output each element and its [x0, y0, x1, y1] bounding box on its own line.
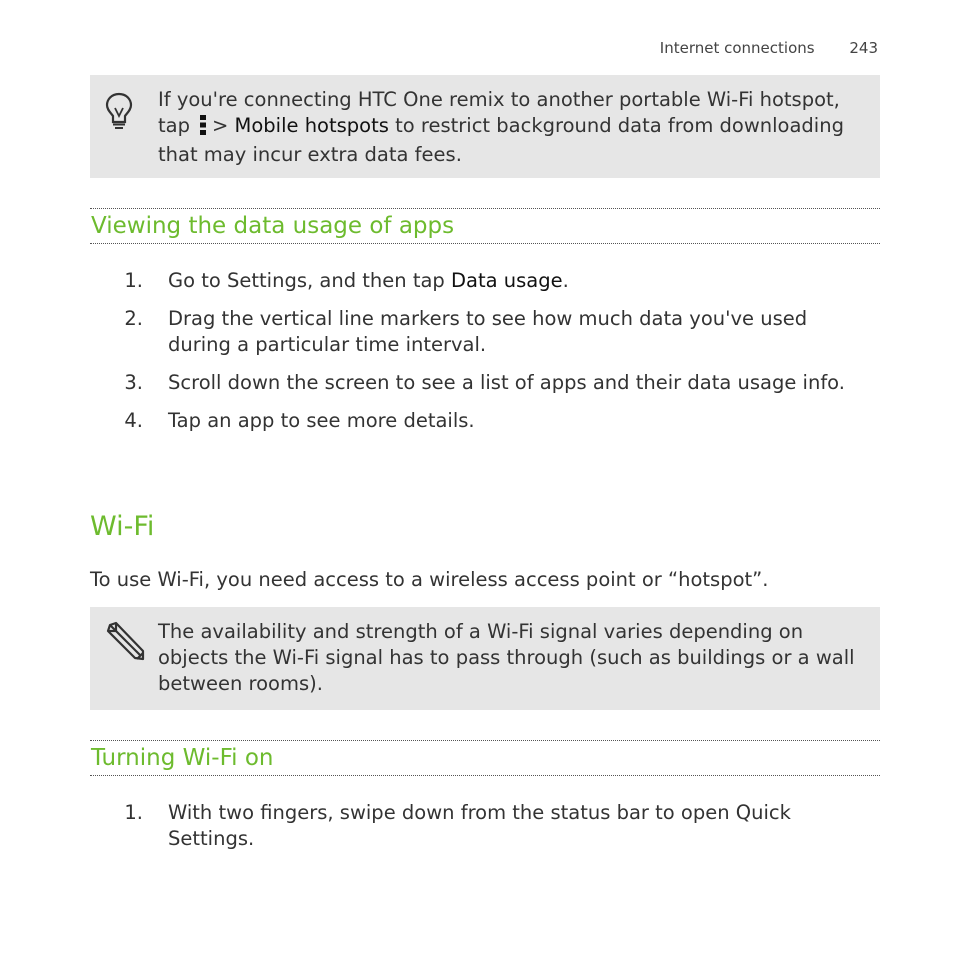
wifi-intro: To use Wi-Fi, you need access to a wireless access point or “hotspot”.	[90, 568, 769, 591]
step-text: Drag the vertical line markers to see how much data you've used during a particular time interval.	[168, 307, 808, 356]
list-item	[90, 370, 860, 396]
data-usage-label: Data usage	[451, 269, 563, 292]
tip-note	[90, 75, 880, 178]
pencil-icon	[104, 621, 146, 670]
wifi-heading: Wi-Fi	[90, 511, 155, 542]
turning-wifi-on-steps	[90, 800, 860, 864]
step-text: With two fingers, swipe down from the status bar to open Quick Settings.	[168, 801, 791, 850]
lightbulb-icon	[104, 91, 134, 138]
step-text: Tap an app to see more details.	[168, 409, 475, 432]
subheading-data-usage-apps: Viewing the data usage of apps	[90, 208, 880, 244]
step-number: 2.	[124, 307, 143, 330]
subheading-turning-wifi-on: Turning Wi-Fi on	[90, 740, 880, 776]
tip-text-before: If you're connecting HTC One remix to another portable Wi-Fi hotspot, tap	[158, 88, 840, 137]
tip-text-after: to restrict background data from downloading that may incur extra data fees.	[158, 114, 844, 166]
step-number: 3.	[124, 371, 143, 394]
wifi-note-text: The availability and strength of a Wi-Fi signal varies depending on objects the Wi-Fi signal has to pass through (such as buildings or a wall between rooms).	[158, 620, 855, 695]
step-number: 1.	[124, 801, 143, 824]
step-text-end: .	[562, 269, 569, 292]
page-header	[660, 39, 878, 57]
page-number: 243	[849, 39, 878, 57]
list-item	[90, 268, 860, 294]
mobile-hotspots-label: Mobile hotspots	[234, 114, 389, 137]
step-number: 4.	[124, 409, 143, 432]
header-section-title: Internet connections	[659, 39, 815, 57]
tip-separator: >	[211, 114, 229, 137]
data-usage-steps	[90, 268, 860, 446]
step-text: Go to Settings, and then tap	[168, 269, 445, 292]
wifi-note	[90, 607, 880, 710]
overflow-menu-icon	[200, 115, 206, 142]
step-text: Scroll down the screen to see a list of apps and their data usage info.	[168, 371, 845, 394]
list-item	[90, 306, 860, 358]
list-item	[90, 408, 860, 434]
list-item	[90, 800, 860, 852]
step-number: 1.	[124, 269, 143, 292]
